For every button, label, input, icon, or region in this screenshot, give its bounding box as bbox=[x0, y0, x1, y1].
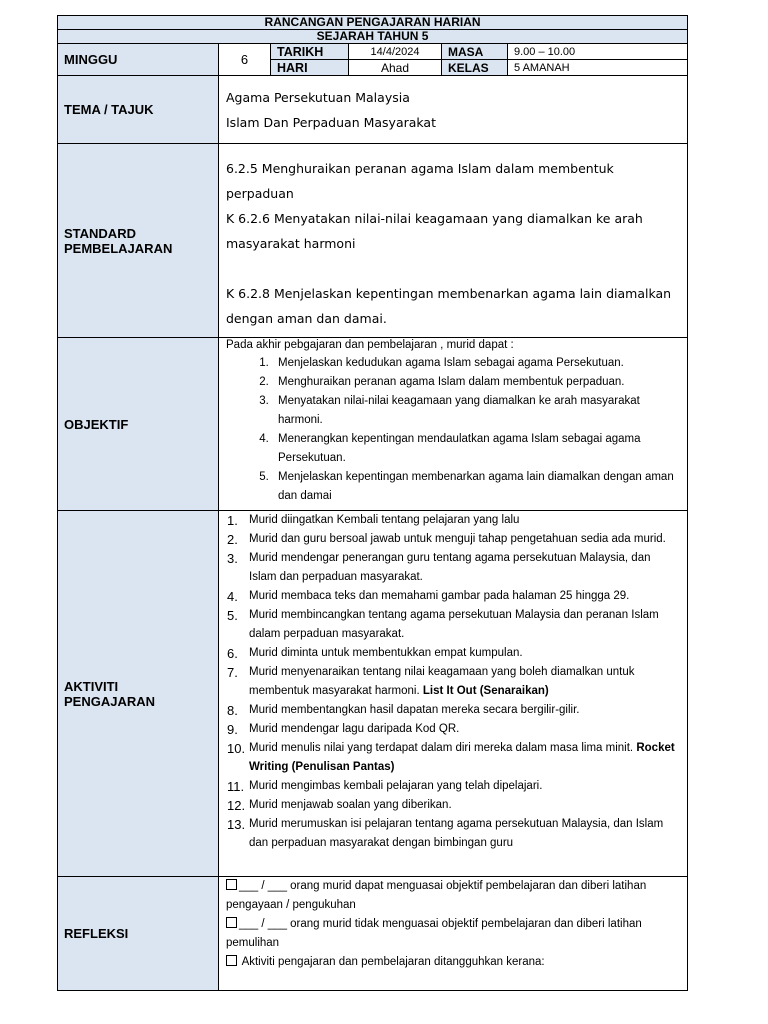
list-item-number: 3. bbox=[227, 551, 238, 566]
aktiviti-label-line-2: PENGAJARAN bbox=[64, 693, 156, 709]
standard-label-line-1: STANDARD bbox=[64, 225, 136, 241]
kelas-label: KELAS bbox=[442, 60, 508, 76]
list-item-number: 11. bbox=[227, 779, 245, 794]
list-item-text: Murid membentangkan hasil dapatan mereka secara bergilir-gilir. bbox=[249, 704, 580, 716]
list-item: 4. Menerangkan kepentingan mendaulatkan agama Islam sebagai agama Persekutuan. bbox=[272, 430, 681, 468]
list-item-number: 13. bbox=[227, 817, 246, 832]
masa-label: MASA bbox=[442, 44, 508, 60]
rph-table bbox=[57, 15, 688, 991]
list-item bbox=[227, 549, 681, 587]
activity-strategy-label: Rocket Writing (Penulisan Pantas) bbox=[249, 742, 675, 773]
list-item-text: Murid mengimbas kembali pelajaran yang telah dipelajari. bbox=[249, 780, 543, 792]
standard-label bbox=[58, 144, 219, 338]
aktiviti-label-line-1: AKTIVITI bbox=[64, 678, 119, 694]
checkbox-icon[interactable] bbox=[226, 955, 237, 966]
list-item-number: 10. bbox=[227, 741, 246, 756]
tema-label: TEMA / TAJUK bbox=[58, 76, 219, 144]
standard-item-3: K 6.2.8 Menjelaskan kepentingan membenarkan agama lain diamalkan dengan aman dan damai. bbox=[226, 286, 672, 326]
list-item bbox=[227, 530, 681, 549]
list-item bbox=[227, 511, 681, 530]
refleksi-content bbox=[219, 877, 688, 991]
list-item bbox=[227, 644, 681, 663]
list-item-text: Murid mendengar penerangan guru tentang agama persekutuan Malaysia, dan Islam dan perpaduan masyarakat. bbox=[249, 552, 651, 583]
standard-item-1: 6.2.5 Menghuraikan peranan agama Islam dalam membentuk perpaduan bbox=[226, 161, 614, 201]
minggu-value: 6 bbox=[219, 44, 271, 76]
checkbox-icon[interactable] bbox=[226, 917, 237, 928]
list-item: 5. Menjelaskan kepentingan membenarkan agama lain diamalkan dengan aman dan damai bbox=[272, 468, 681, 506]
aktiviti-list bbox=[227, 511, 681, 853]
masa-value: 9.00 – 10.00 bbox=[508, 44, 688, 60]
list-item bbox=[227, 777, 681, 796]
refleksi-line-1 bbox=[226, 877, 681, 915]
list-item-text: Murid merumuskan isi pelajaran tentang agama persekutuan Malaysia, dan Islam dan perpaduan masyarakat dengan bimbingan guru bbox=[249, 818, 664, 849]
list-item bbox=[227, 796, 681, 815]
hari-value: Ahad bbox=[349, 60, 442, 76]
checkbox-icon[interactable] bbox=[226, 879, 237, 890]
refleksi-text-2: ___ / ___ orang murid tidak menguasai objektif pembelajaran dan diberi latihan pemulihan bbox=[226, 918, 642, 949]
list-item bbox=[227, 815, 681, 853]
list-item-number: 9. bbox=[227, 722, 238, 737]
list-item-text: Murid mendengar lagu daripada Kod QR. bbox=[249, 723, 460, 735]
document-subtitle: SEJARAH TAHUN 5 bbox=[58, 30, 688, 44]
list-item-text: Murid dan guru bersoal jawab untuk menguji tahap pengetahuan sedia ada murid. bbox=[249, 533, 666, 545]
objektif-intro: Pada akhir pebgajaran dan pembelajaran , murid dapat : bbox=[226, 339, 514, 351]
tema-content bbox=[219, 76, 688, 144]
list-item bbox=[227, 606, 681, 644]
list-item-text: Murid menjawab soalan yang diberikan. bbox=[249, 799, 452, 811]
list-item-number: 7. bbox=[227, 665, 238, 680]
tema-line-2: Islam Dan Perpaduan Masyarakat bbox=[226, 114, 436, 130]
list-item-number: 1. bbox=[227, 513, 238, 528]
minggu-label: MINGGU bbox=[58, 44, 219, 76]
objektif-list bbox=[226, 354, 681, 506]
list-item: 1. Menjelaskan kedudukan agama Islam sebagai agama Persekutuan. bbox=[272, 354, 681, 373]
refleksi-line-2 bbox=[226, 915, 681, 953]
activity-strategy-label: List It Out (Senaraikan) bbox=[422, 685, 549, 697]
list-item-number: 5. bbox=[227, 608, 238, 623]
tarikh-value: 14/4/2024 bbox=[349, 44, 442, 60]
list-item-text: Murid menyenaraikan tentang nilai keagamaan yang boleh diamalkan untuk membentuk masyarakat harmoni. bbox=[249, 666, 635, 697]
list-item bbox=[227, 663, 681, 701]
list-item bbox=[227, 720, 681, 739]
list-item-number: 8. bbox=[227, 703, 238, 718]
standard-item-2: K 6.2.6 Menyatakan nilai-nilai keagamaan yang diamalkan ke arah masyarakat harmoni bbox=[226, 211, 643, 251]
list-item: 3. Menyatakan nilai-nilai keagamaan yang diamalkan ke arah masyarakat harmoni. bbox=[272, 392, 681, 430]
list-item-number: 6. bbox=[227, 646, 238, 661]
objektif-content bbox=[219, 338, 688, 511]
tema-line-1: Agama Persekutuan Malaysia bbox=[226, 89, 410, 105]
list-item-number: 12. bbox=[227, 798, 246, 813]
list-item-number: 4. bbox=[227, 589, 238, 604]
list-item-text: Murid diingatkan Kembali tentang pelajaran yang lalu bbox=[249, 514, 520, 526]
refleksi-label: REFLEKSI bbox=[58, 877, 219, 991]
list-item bbox=[227, 739, 681, 777]
objektif-label: OBJEKTIF bbox=[58, 338, 219, 511]
standard-content bbox=[219, 144, 688, 338]
list-item: 2. Menghuraikan peranan agama Islam dalam membentuk perpaduan. bbox=[272, 373, 681, 392]
kelas-value: 5 AMANAH bbox=[508, 60, 688, 76]
hari-label: HARI bbox=[271, 60, 349, 76]
list-item-text: Murid membincangkan tentang agama persekutuan Malaysia dan peranan Islam dalam perpaduan masyarakat. bbox=[249, 609, 659, 640]
list-item-text: Murid diminta untuk membentukkan empat kumpulan. bbox=[249, 647, 523, 659]
refleksi-text-1: ___ / ___ orang murid dapat menguasai objektif pembelajaran dan diberi latihan pengayaan / pengukuhan bbox=[226, 880, 647, 911]
rph-document bbox=[57, 15, 687, 991]
aktiviti-label bbox=[58, 511, 219, 877]
aktiviti-content bbox=[219, 511, 688, 877]
document-title: RANCANGAN PENGAJARAN HARIAN bbox=[58, 16, 688, 30]
refleksi-text-3: Aktiviti pengajaran dan pembelajaran ditangguhkan kerana: bbox=[241, 956, 545, 968]
list-item-text: Murid membaca teks dan memahami gambar pada halaman 25 hingga 29. bbox=[249, 590, 630, 602]
list-item-text: Murid menulis nilai yang terdapat dalam diri mereka dalam masa lima minit. bbox=[249, 742, 634, 754]
list-item bbox=[227, 701, 681, 720]
standard-label-line-2: PEMBELAJARAN bbox=[64, 240, 173, 256]
list-item-number: 2. bbox=[227, 532, 238, 547]
list-item bbox=[227, 587, 681, 606]
tarikh-label: TARIKH bbox=[271, 44, 349, 60]
refleksi-line-3 bbox=[226, 953, 681, 972]
